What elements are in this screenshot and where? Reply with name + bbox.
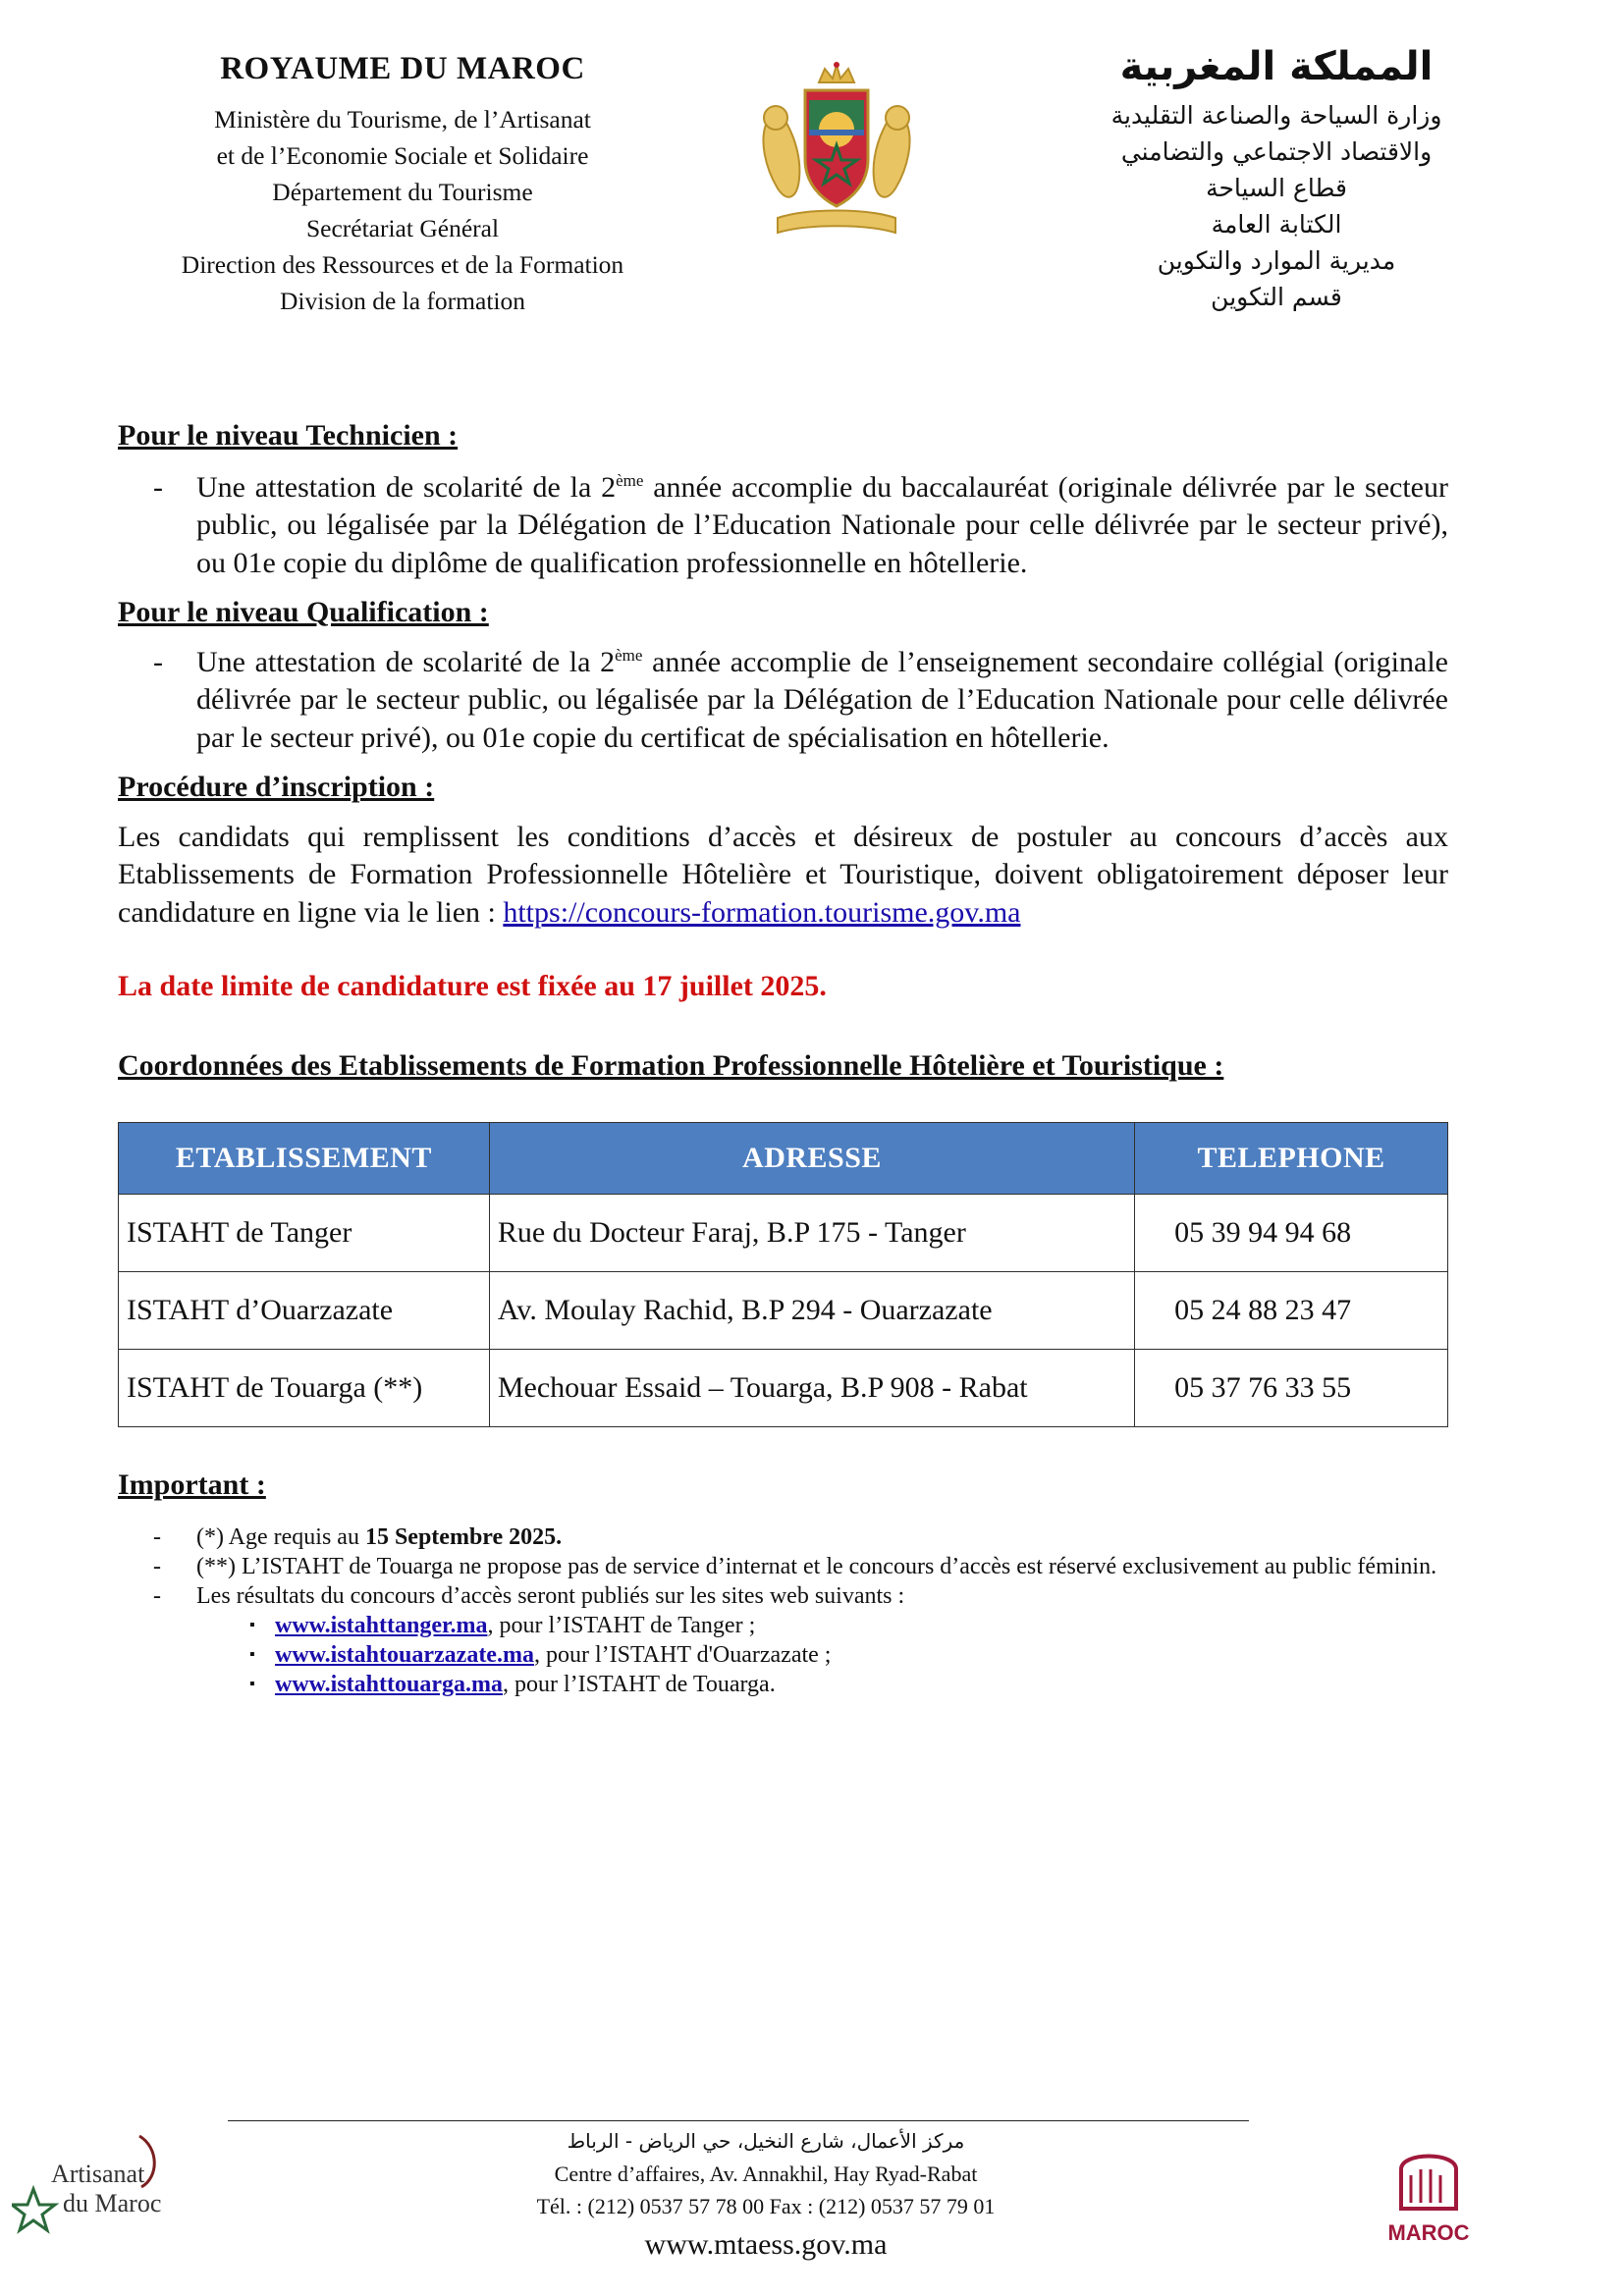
technicien-text-end: année accomplie du baccalauréat (originale délivrée par le secteur public, ou légalisée par la Délégation de l’Education Nationale pour celle délivrée par le secteur privé), ou 01e copie du diplôme de qualification professionnelle en hôtellerie. — [196, 470, 1448, 579]
procedure-body: Les candidats qui remplissent les conditions d’accès et désireux de postuler au concours d’accès aux Etablissements de Formation Professionnelle Hôtelière et Touristique, doivent obligatoirement déposer leur candidature en ligne via le lien : — [118, 820, 1448, 929]
footer-contact — [393, 2125, 1139, 2261]
maroc-logo-text: MAROC — [1387, 2220, 1470, 2245]
secretariat-line: Secrétariat Général — [305, 214, 500, 242]
document-body — [118, 417, 1448, 1699]
website-link-tanger[interactable]: www.istahttanger.ma — [275, 1612, 488, 1638]
website-desc: , pour l’ISTAHT de Touarga. — [503, 1671, 776, 1697]
important-item-touarga — [118, 1552, 1448, 1581]
website-link-ouarzazate[interactable]: www.istahtouarzazate.ma — [275, 1641, 534, 1668]
cell-adresse: Av. Moulay Rachid, B.P 294 - Ouarzazate — [489, 1272, 1134, 1350]
qualification-requirement — [118, 644, 1448, 758]
results-text: Les résultats du concours d’accès seront publiés sur les sites web suivants : — [196, 1582, 905, 1609]
establishments-table — [118, 1122, 1448, 1427]
procedure-title: Procédure d’inscription : — [118, 771, 435, 803]
ar-ministry-line-2: والاقتصاد الاجتماعي والتضامني — [1120, 137, 1433, 166]
websites-list — [118, 1611, 1448, 1699]
footer-divider — [228, 2120, 1249, 2121]
maroc-logo-icon — [1380, 2140, 1478, 2258]
artisanat-logo-line1: Artisanat — [51, 2160, 145, 2188]
bullet-dash: - — [153, 1523, 161, 1550]
website-link-touarga[interactable]: www.istahttouarga.ma — [275, 1671, 503, 1697]
coordinates-title: Coordonnées des Etablissements de Formation Professionnelle Hôtelière et Touristique : — [118, 1048, 1224, 1082]
footer-address-ar: مركز الأعمال، شارع النخيل، حي الرياض - الرباط — [567, 2129, 965, 2153]
bullet-dash: - — [153, 1553, 161, 1579]
cell-adresse: Rue du Docteur Faraj, B.P 175 - Tanger — [489, 1195, 1134, 1272]
artisanat-logo — [12, 2128, 169, 2246]
technicien-text-start: Une attestation de scolarité de la 2 — [196, 470, 617, 504]
bullet-dash: - — [153, 645, 163, 678]
col-header-etablissement: ETABLISSEMENT — [119, 1123, 490, 1195]
technicien-title: Pour le niveau Technicien : — [118, 419, 459, 452]
col-header-telephone: TELEPHONE — [1135, 1123, 1448, 1195]
maroc-tourism-logo — [1380, 2140, 1478, 2258]
cell-adresse: Mechouar Essaid – Touarga, B.P 908 - Rabat — [489, 1350, 1134, 1427]
important-item-results — [118, 1581, 1448, 1611]
cell-telephone: 05 37 76 33 55 — [1135, 1350, 1448, 1427]
department-line: Département du Tourisme — [272, 178, 533, 206]
cell-etablissement: ISTAHT de Touarga (**) — [119, 1350, 490, 1427]
qualification-text-start: Une attestation de scolarité de la 2 — [196, 645, 616, 678]
superscript: ème — [615, 645, 643, 665]
ministry-line-1: Ministère du Tourisme, de l’Artisanat — [214, 105, 591, 133]
touarga-text: (**) L’ISTAHT de Touarga ne propose pas de service d’internat et le concours d’accès est réservé exclusivement au public féminin. — [196, 1553, 1437, 1579]
important-item-age — [118, 1522, 1448, 1552]
ministry-line-2: et de l’Economie Sociale et Solidaire — [216, 141, 589, 170]
cell-telephone: 05 24 88 23 47 — [1135, 1272, 1448, 1350]
superscript: ème — [616, 470, 644, 490]
col-header-adresse: ADRESSE — [489, 1123, 1134, 1195]
ar-department-line: قطاع السياحة — [1206, 174, 1347, 202]
kingdom-title-fr: ROYAUME DU MAROC — [220, 51, 585, 86]
list-item — [275, 1640, 1448, 1670]
footer-address-fr: Centre d’affaires, Av. Annakhil, Hay Ryad-Rabat — [554, 2162, 978, 2186]
footer-website: www.mtaess.gov.ma — [644, 2228, 888, 2261]
website-desc: , pour l’ISTAHT d'Ouarzazate ; — [533, 1641, 832, 1668]
important-title: Important : — [118, 1468, 266, 1501]
kingdom-title-ar: المملكة المغربية — [1119, 44, 1434, 89]
age-date: 15 Septembre 2025. — [364, 1523, 563, 1550]
header-french — [137, 51, 668, 319]
coat-of-arms-icon — [748, 61, 925, 247]
table-row — [119, 1195, 1448, 1272]
footer-phone-fax: Tél. : (212) 0537 57 78 00 Fax : (212) 0537 57 79 01 — [536, 2194, 996, 2218]
division-line: Division de la formation — [280, 287, 525, 315]
bullet-dash: - — [153, 1582, 161, 1609]
cell-telephone: 05 39 94 94 68 — [1135, 1195, 1448, 1272]
technicien-requirement — [118, 469, 1448, 583]
deadline-notice: La date limite de candidature est fixée au 17 juillet 2025. — [118, 970, 827, 1002]
website-desc: , pour l’ISTAHT de Tanger ; — [487, 1612, 756, 1638]
qualification-text-end: année accomplie de l’enseignement secondaire collégial (originale délivrée par le secteur public, ou légalisée par la Délégation de l’Education Nationale pour celle délivrée par le secteur privé), ou 01e copie du certificat de spécialisation en hôtellerie. — [196, 645, 1448, 754]
ar-secretariat-line: الكتابة العامة — [1211, 210, 1342, 239]
artisanat-logo-icon — [12, 2128, 169, 2246]
procedure-text — [118, 819, 1448, 933]
list-item — [275, 1611, 1448, 1640]
table-row — [119, 1350, 1448, 1427]
artisanat-logo-line2: du Maroc — [63, 2189, 162, 2217]
application-link[interactable]: https://concours-formation.tourisme.gov.ma — [503, 895, 1021, 929]
ar-division-line: قسم التكوين — [1211, 283, 1342, 311]
cell-etablissement: ISTAHT d’Ouarzazate — [119, 1272, 490, 1350]
table-header-row — [119, 1123, 1448, 1195]
direction-line: Direction des Ressources et de la Formation — [181, 250, 624, 279]
qualification-title: Pour le niveau Qualification : — [118, 596, 489, 628]
ar-direction-line: مديرية الموارد والتكوين — [1157, 246, 1396, 275]
age-text: (*) Age requis au — [196, 1523, 365, 1550]
important-list — [118, 1522, 1448, 1699]
bullet-dash: - — [153, 470, 163, 504]
ar-ministry-line-1: وزارة السياحة والصناعة التقليدية — [1110, 101, 1442, 130]
cell-etablissement: ISTAHT de Tanger — [119, 1195, 490, 1272]
table-row — [119, 1272, 1448, 1350]
header-arabic — [1060, 44, 1492, 315]
list-item — [275, 1670, 1448, 1699]
